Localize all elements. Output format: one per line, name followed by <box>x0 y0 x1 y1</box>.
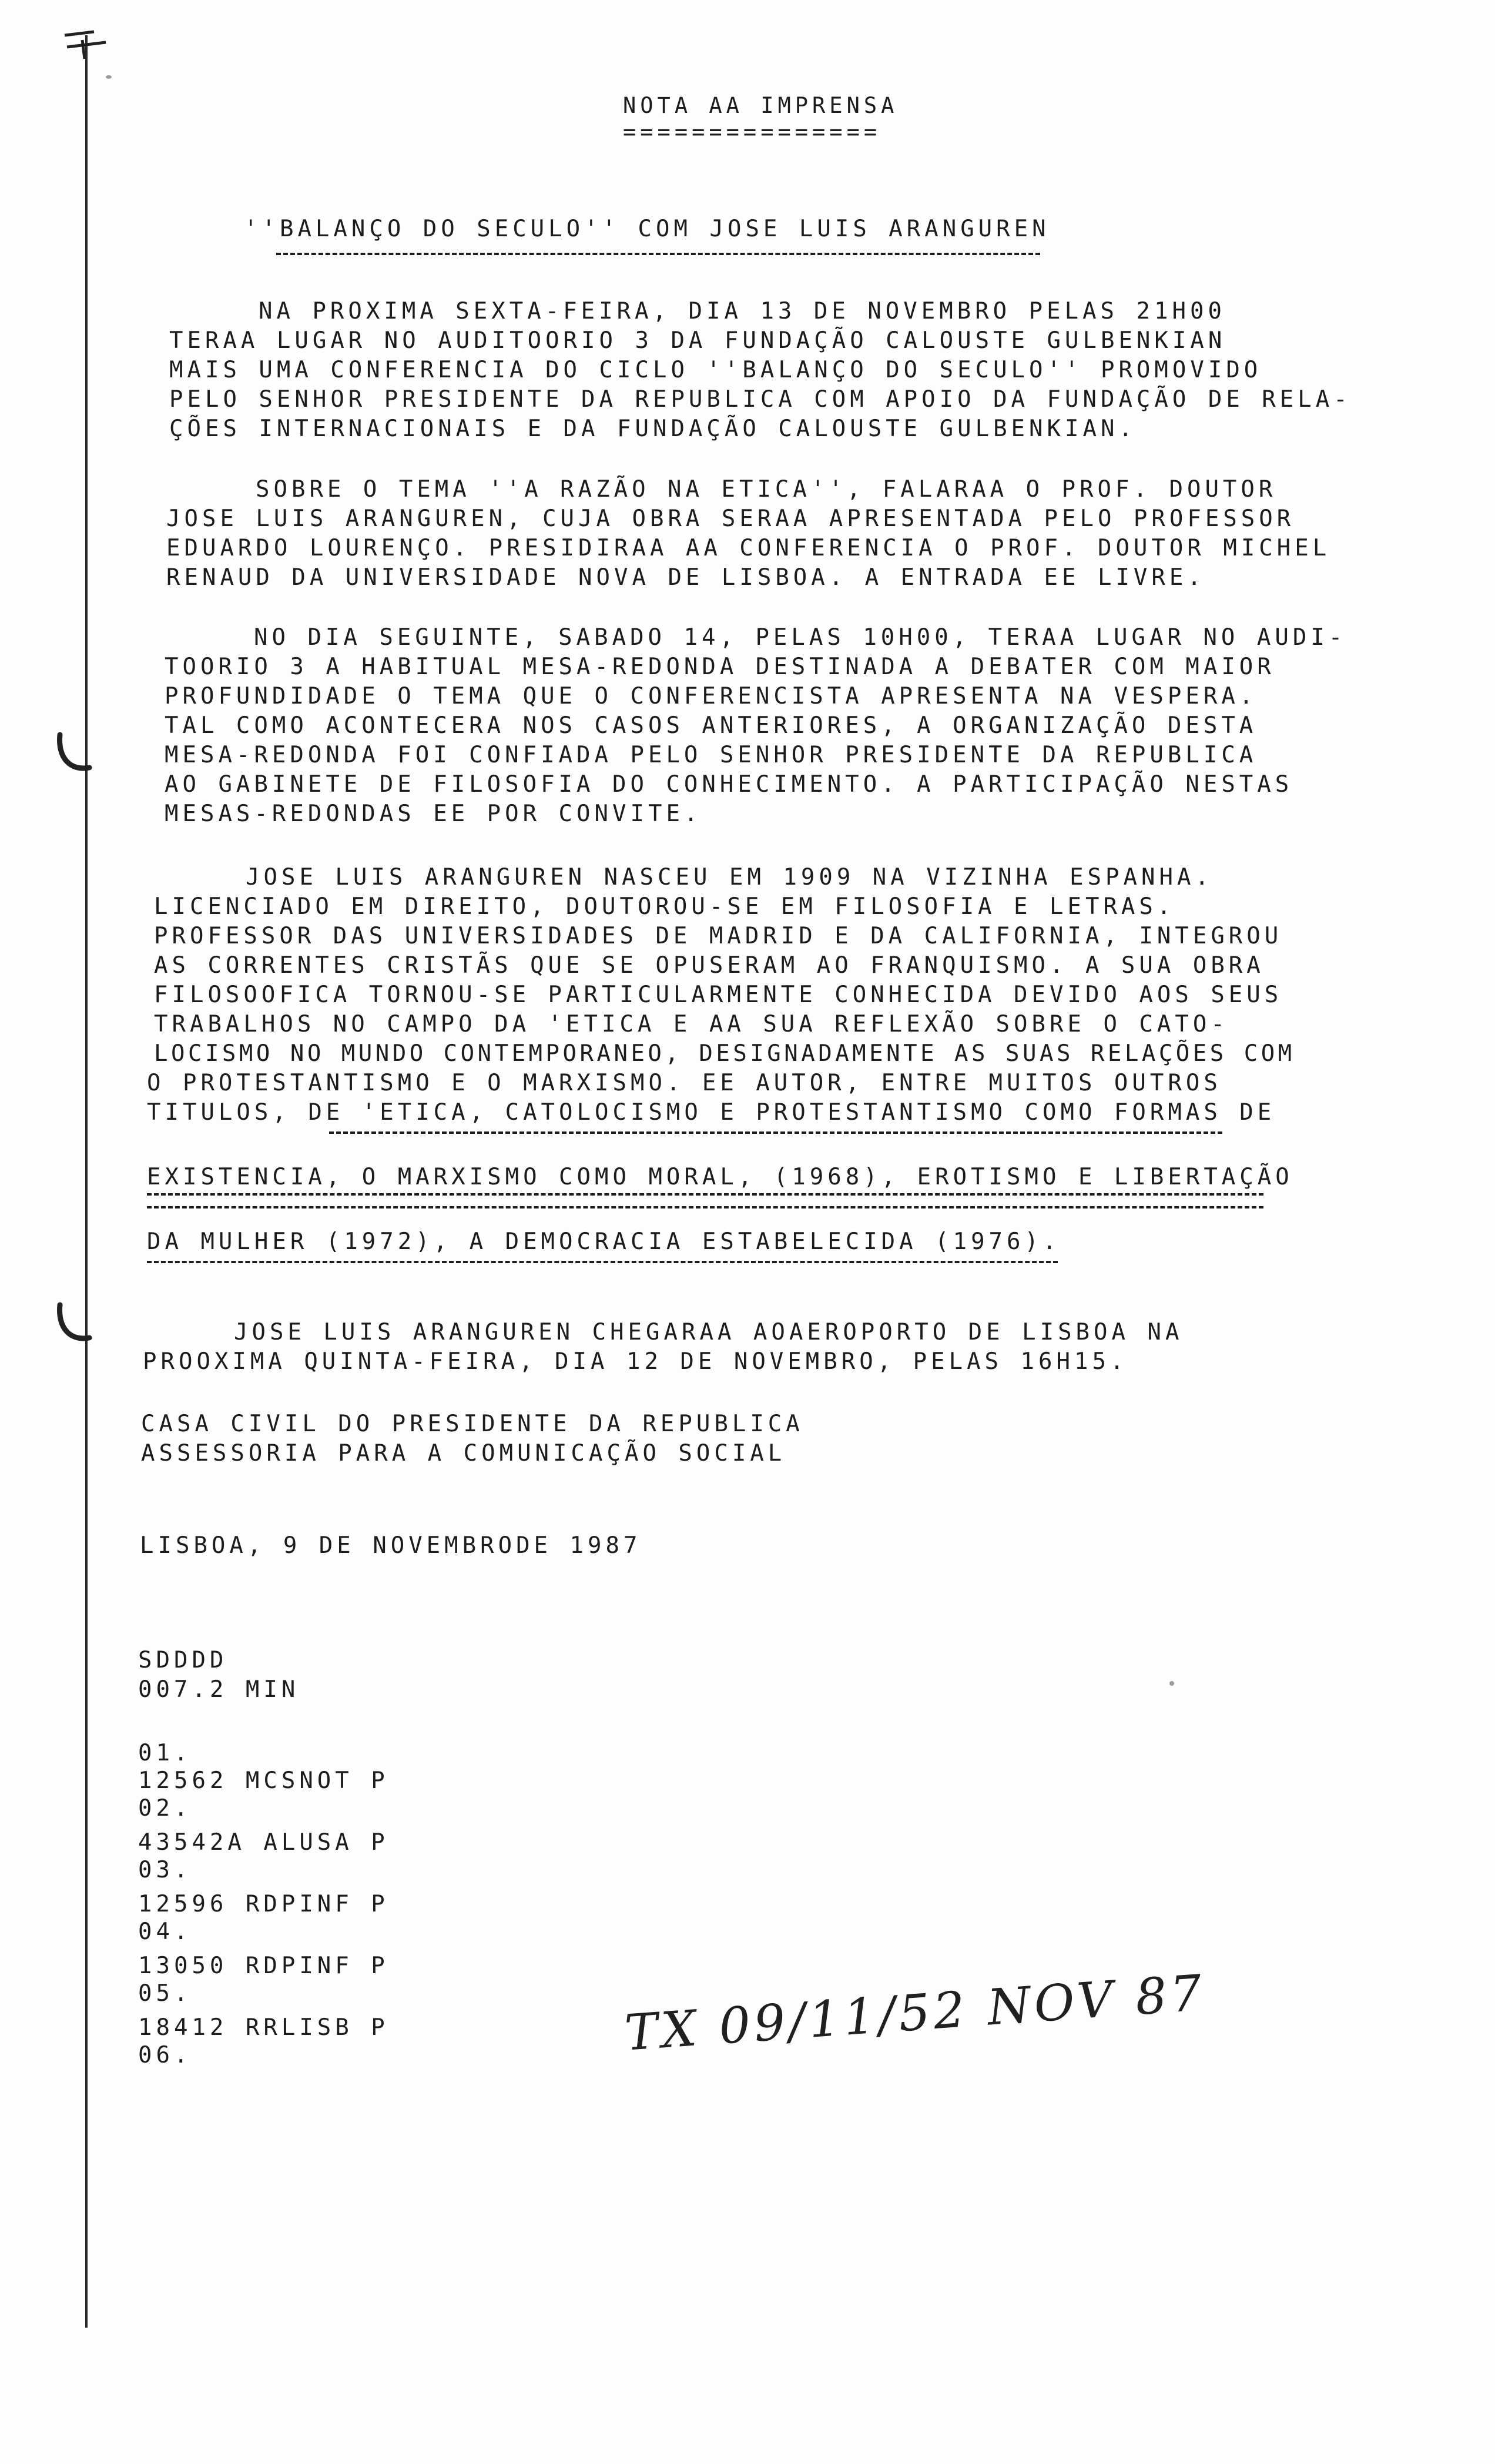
text-line: RENAUD DA UNIVERSIDADE NOVA DE LISBOA. A ENTRADA EE LIVRE. <box>166 564 1205 591</box>
text-line: FILOSOOFICA TORNOU-SE PARTICULARMENTE CONHECIDA DEVIDO AOS SEUS <box>154 982 1283 1008</box>
telex-line: SDDDD <box>138 1647 228 1673</box>
telex-log-entry: 06. <box>138 2042 192 2068</box>
telex-log-entry: 43542A ALUSA P <box>138 1829 389 1856</box>
title-underline: =============== <box>623 119 881 145</box>
title-underline-dashes <box>147 1193 1263 1196</box>
telex-line: 007.2 MIN <box>138 1676 300 1703</box>
text-line: PROOXIMA QUINTA-FEIRA, DIA 12 DE NOVEMBRO, PELAS 16H15. <box>143 1348 1128 1375</box>
place-date: LISBOA, 9 DE NOVEMBRODE 1987 <box>140 1532 642 1559</box>
text-line: TRABALHOS NO CAMPO DA 'ETICA E AA SUA REFLEXÃO SOBRE O CATO- <box>154 1011 1229 1037</box>
title-underline-dashes <box>329 1131 1222 1134</box>
text-line: EXISTENCIA, O MARXISMO COMO MORAL, (1968), EROTISMO E LIBERTAÇÃO <box>147 1164 1293 1190</box>
telex-log-entry: 03. <box>138 1857 192 1883</box>
text-line: TERAA LUGAR NO AUDITOORIO 3 DA FUNDAÇÃO CALOUSTE GULBENKIAN <box>169 327 1226 354</box>
text-line: AO GABINETE DE FILOSOFIA DO CONHECIMENTO. A PARTICIPAÇÃO NESTAS <box>165 771 1293 798</box>
binding-margin-line <box>85 35 88 2328</box>
text-line: O PROTESTANTISMO E O MARXISMO. EE AUTOR, ENTRE MUITOS OUTROS <box>147 1070 1222 1096</box>
telex-log-entry: 04. <box>138 1919 192 1945</box>
text-line: JOSE LUIS ARANGUREN NASCEU EM 1909 NA VIZINHA ESPANHA. <box>246 864 1213 890</box>
text-line: MAIS UMA CONFERENCIA DO CICLO ''BALANÇO DO SECULO'' PROMOVIDO <box>169 357 1262 383</box>
text-line: MESAS-REDONDAS EE POR CONVITE. <box>165 801 702 827</box>
text-line: DA MULHER (1972), A DEMOCRACIA ESTABELECIDA (1976). <box>147 1228 1061 1255</box>
sender-line: ASSESSORIA PARA A COMUNICAÇÃO SOCIAL <box>141 1440 786 1467</box>
scan-speck <box>1169 1681 1174 1686</box>
text-line: EDUARDO LOURENÇO. PRESIDIRAA AA CONFERENCIA O PROF. DOUTOR MICHEL <box>166 535 1331 561</box>
corner-mark-icon <box>59 24 112 65</box>
text-line: LICENCIADO EM DIREITO, DOUTOROU-SE EM FILOSOFIA E LETRAS. <box>154 893 1175 920</box>
text-line: JOSE LUIS ARANGUREN CHEGARAA AOAEROPORTO DE LISBOA NA <box>234 1319 1184 1345</box>
title-underline-dashes <box>147 1261 1058 1263</box>
text-line: LOCISMO NO MUNDO CONTEMPORANEO, DESIGNADAMENTE AS SUAS RELAÇÕES COM <box>154 1040 1295 1067</box>
text-line: JOSE LUIS ARANGUREN, CUJA OBRA SERAA APRESENTADA PELO PROFESSOR <box>166 505 1295 532</box>
telex-log-entry: 12562 MCSNOT P <box>138 1767 389 1794</box>
text-line: PROFESSOR DAS UNIVERSIDADES DE MADRID E DA CALIFORNIA, INTEGROU <box>154 923 1283 949</box>
telex-log-entry: 18412 RRLISB P <box>138 2014 389 2041</box>
text-line: TOORIO 3 A HABITUAL MESA-REDONDA DESTINADA A DEBATER COM MAIOR <box>165 654 1275 680</box>
telex-log-entry: 05. <box>138 1980 192 2007</box>
telex-log-entry: 02. <box>138 1795 192 1822</box>
text-line: NO DIA SEGUINTE, SABADO 14, PELAS 10H00, TERAA LUGAR NO AUDI- <box>254 624 1347 651</box>
text-line: SOBRE O TEMA ''A RAZÃO NA ETICA'', FALARAA O PROF. DOUTOR <box>256 476 1277 503</box>
headline-underline <box>276 253 1040 255</box>
text-line: TITULOS, DE 'ETICA, CATOLOCISMO E PROTESTANTISMO COMO FORMAS DE <box>147 1099 1276 1126</box>
text-line: AS CORRENTES CRISTÃS QUE SE OPUSERAM AO FRANQUISMO. A SUA OBRA <box>154 952 1265 979</box>
page-title: NOTA AA IMPRENSA <box>623 93 899 118</box>
telex-log-entry: 12596 RDPINF P <box>138 1891 389 1917</box>
text-line: ÇÕES INTERNACIONAIS E DA FUNDAÇÃO CALOUSTE GULBENKIAN. <box>169 416 1137 442</box>
punch-hole-mark-icon <box>53 729 94 782</box>
text-line: TAL COMO ACONTECERA NOS CASOS ANTERIORES, A ORGANIZAÇÃO DESTA <box>165 712 1258 739</box>
text-line: PELO SENHOR PRESIDENTE DA REPUBLICA COM APOIO DA FUNDAÇÃO DE RELA- <box>169 386 1352 413</box>
text-line: NA PROXIMA SEXTA-FEIRA, DIA 13 DE NOVEMBRO PELAS 21H00 <box>259 298 1226 324</box>
telex-log-entry: 13050 RDPINF P <box>138 1953 389 1979</box>
text-line: PROFUNDIDADE O TEMA QUE O CONFERENCISTA APRESENTA NA VESPERA. <box>165 683 1258 709</box>
text-line: MESA-REDONDA FOI CONFIADA PELO SENHOR PRESIDENTE DA REPUBLICA <box>165 742 1258 768</box>
headline: ''BALANÇO DO SECULO'' COM JOSE LUIS ARANGUREN <box>244 216 1050 242</box>
telex-log-entry: 01. <box>138 1740 192 1766</box>
punch-hole-mark-icon <box>53 1299 94 1352</box>
title-underline-dashes <box>147 1206 1263 1208</box>
sender-line: CASA CIVIL DO PRESIDENTE DA REPUBLICA <box>141 1411 804 1437</box>
handwritten-note: TX 09/11/52 NOV 87 <box>623 1963 1208 2062</box>
scan-speck <box>106 75 112 79</box>
